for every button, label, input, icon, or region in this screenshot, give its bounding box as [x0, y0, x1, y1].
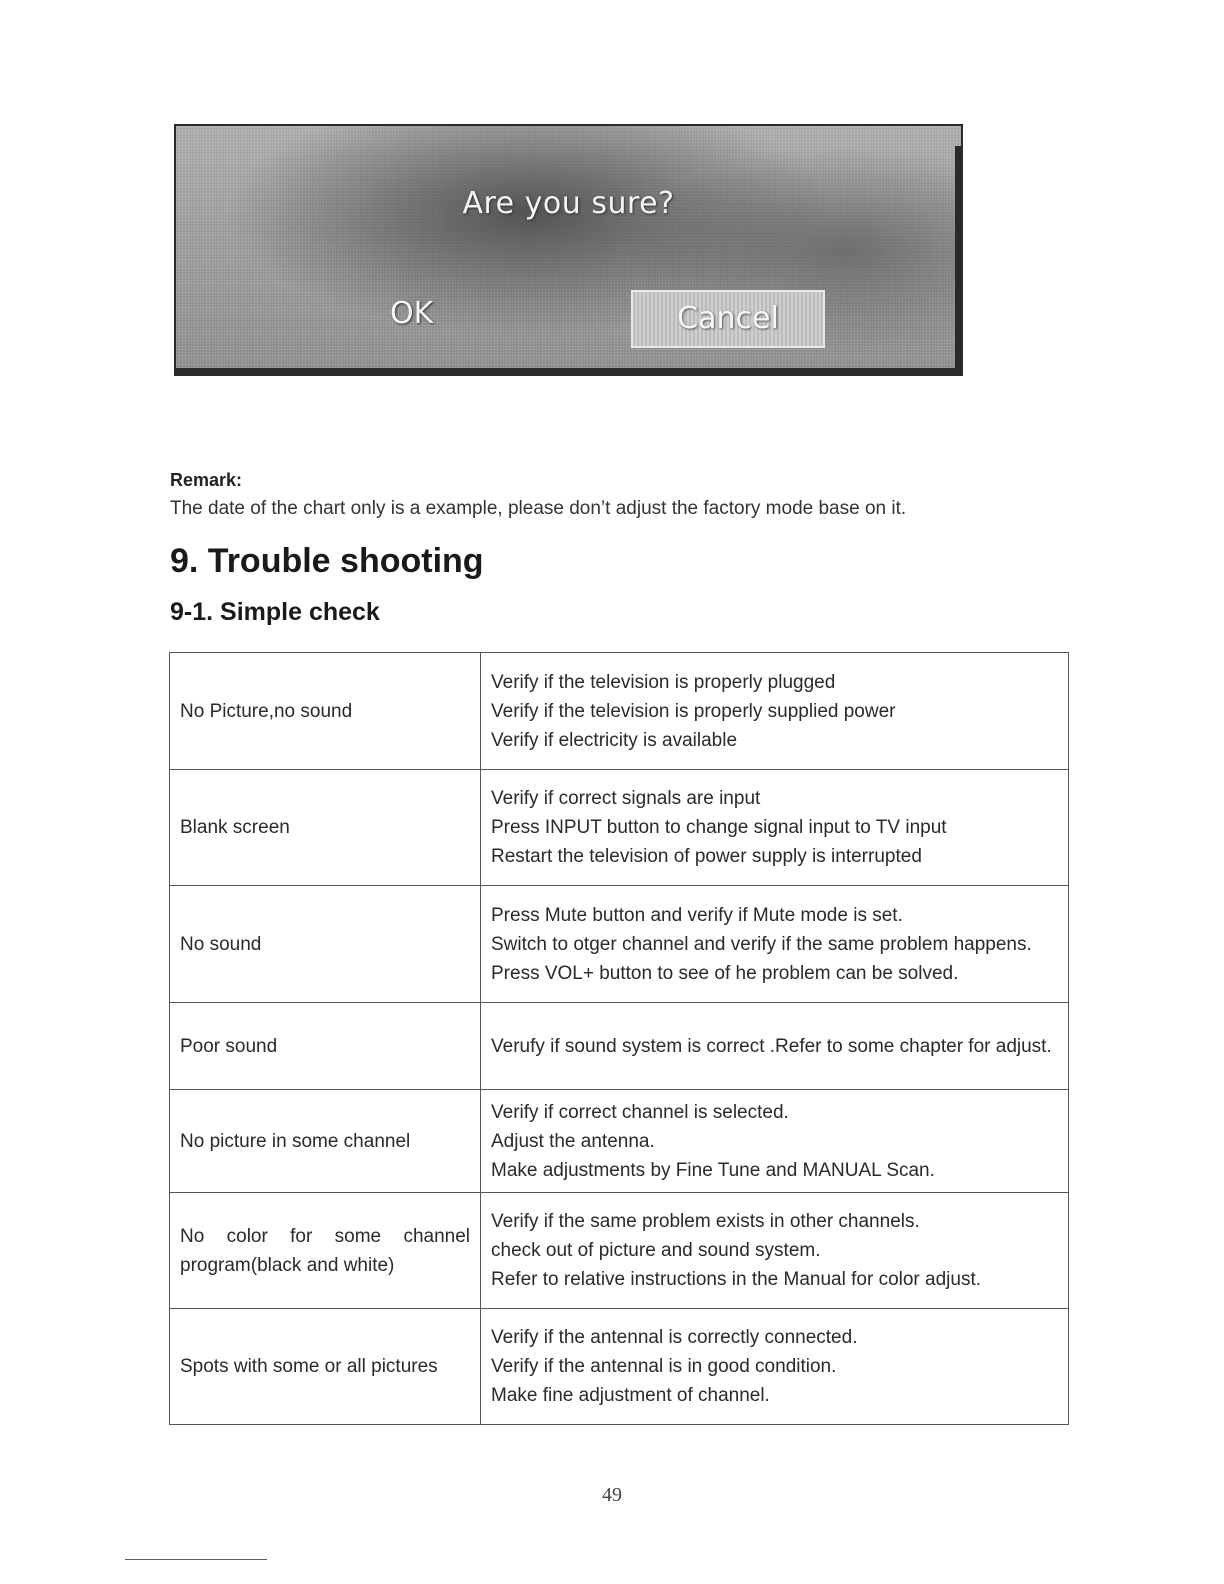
remedy-line: Verify if the television is properly plugged — [491, 671, 836, 693]
table-row — [170, 653, 1069, 770]
remedy-line: Verify if correct channel is selected. — [491, 1101, 789, 1123]
symptom-cell: No sound — [170, 886, 481, 1003]
symptom-cell: Spots with some or all pictures — [170, 1309, 481, 1425]
remedy-cell — [481, 1193, 1069, 1309]
symptom-cell: Blank screen — [170, 770, 481, 886]
remedy-line: Press VOL+ button to see of he problem can be solved. — [491, 962, 959, 984]
remedy-line: Adjust the antenna. — [491, 1130, 655, 1152]
remedy-line: Verufy if sound system is correct .Refer to some chapter for adjust. — [491, 1035, 1052, 1057]
remedy-line: Verify if electricity is available — [491, 729, 738, 751]
remedy-line: Verify if the same problem exists in other channels. — [491, 1211, 920, 1232]
remedy-cell — [481, 770, 1069, 886]
remedy-line: Verify if the antennal is in good condition. — [491, 1356, 837, 1377]
symptom-cell: No Picture,no sound — [170, 653, 481, 770]
simple-check-table — [169, 652, 1069, 1425]
remedy-cell — [481, 1309, 1069, 1425]
table-row — [170, 770, 1069, 886]
table-row — [170, 886, 1069, 1003]
confirm-dialog-screenshot — [174, 124, 963, 376]
remedy-line: Switch to otger channel and verify if the same problem happens. — [491, 933, 1032, 955]
remedy-cell — [481, 1003, 1069, 1090]
remedy-line: Verify if the antennal is correctly connected. — [491, 1327, 858, 1348]
remedy-cell — [481, 886, 1069, 1003]
remedy-line: Verify if correct signals are input — [491, 788, 761, 809]
remedy-line: Make adjustments by Fine Tune and MANUAL Scan. — [491, 1159, 935, 1181]
remedy-line: Press Mute button and verify if Mute mode is set. — [491, 904, 903, 926]
remedy-line: Verify if the television is properly supplied power — [491, 700, 896, 722]
section-title: 9. Trouble shooting — [170, 542, 484, 580]
remark-label: Remark: — [170, 470, 243, 490]
symptom-cell: No picture in some channel — [170, 1090, 481, 1193]
remedy-line: Press INPUT button to change signal input to TV input — [491, 817, 947, 838]
remedy-cell — [481, 653, 1069, 770]
subsection-title: 9-1. Simple check — [170, 598, 380, 626]
symptom-cell: Poor sound — [170, 1003, 481, 1090]
remedy-line: Make fine adjustment of channel. — [491, 1385, 770, 1406]
dialog-title: Are you sure? — [462, 186, 675, 221]
remedy-line: Restart the television of power supply is interrupted — [491, 846, 922, 867]
symptom-cell: No color for some channel program(black and white) — [170, 1193, 481, 1309]
ok-button[interactable]: OK — [390, 296, 434, 331]
remedy-line: Refer to relative instructions in the Manual for color adjust. — [491, 1269, 982, 1290]
table-row — [170, 1309, 1069, 1425]
footnote-divider — [125, 1559, 267, 1560]
remedy-line: check out of picture and sound system. — [491, 1240, 821, 1261]
page-number: 49 — [602, 1484, 622, 1506]
dialog-right-edge — [955, 146, 961, 374]
dialog-bottom-edge — [176, 368, 961, 374]
remedy-cell — [481, 1090, 1069, 1193]
cancel-button[interactable]: Cancel — [631, 290, 825, 348]
table-row — [170, 1090, 1069, 1193]
table-row — [170, 1193, 1069, 1309]
remark-text: The date of the chart only is a example, please don’t adjust the factory mode base on it. — [170, 498, 907, 519]
table-row — [170, 1003, 1069, 1090]
